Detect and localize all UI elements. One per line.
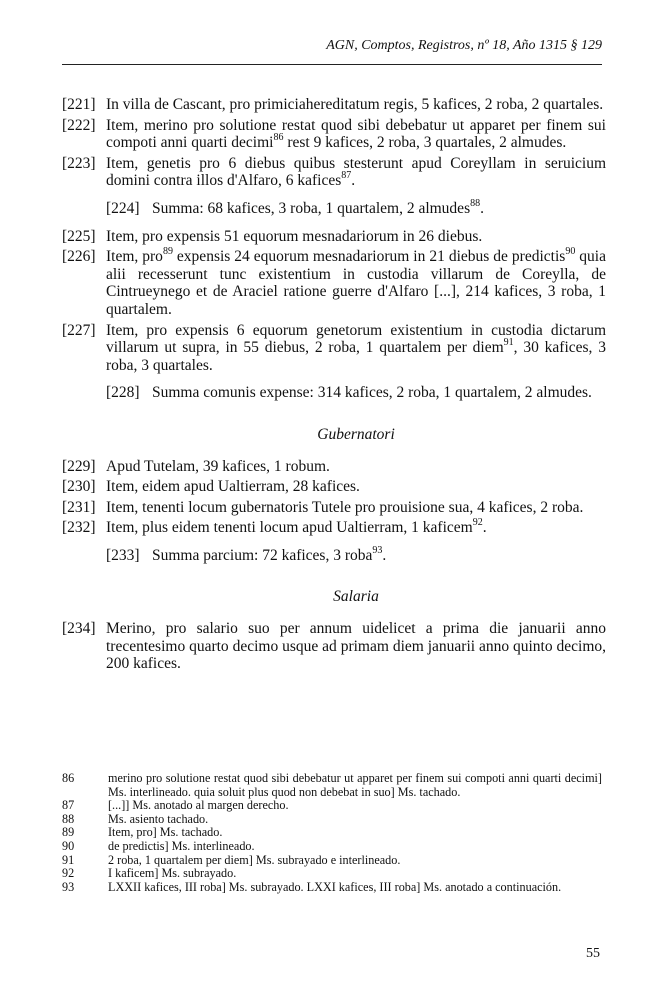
summa-228: [106, 384, 606, 402]
entry-number: [227]: [62, 321, 96, 339]
entry-number: [226]: [62, 248, 96, 266]
entry-text-part: quia alii recesserunt tunc existentium in custodia villarum de Coreylla, de Cintrueynego et de Araciel ratione guerre d'Alfaro [...], 214 kafices, 3 roba, 1 quartalem.: [106, 248, 606, 318]
entry-number: [233]: [106, 546, 140, 564]
footnote-text: Ms. asiento tachado.: [108, 811, 209, 826]
header-rule: [62, 64, 602, 65]
entry-text: [106, 322, 606, 375]
footnote-number: 93: [62, 879, 75, 894]
footnote-number: 88: [62, 811, 75, 826]
entry-text: Item, eidem apud Ualtierram, 28 kafices.: [106, 478, 360, 496]
entry-227: [62, 322, 606, 375]
summa-233: [106, 544, 606, 565]
footnote-text: merino pro solutione restat quod sibi debebatur ut apparet per finem sui compoti anni quarti decimi] Ms. interlineado. quia soluit plus quod non debebat in suo] Ms. tachado.: [108, 771, 602, 799]
entry-223: [62, 155, 606, 190]
entry-text: [106, 117, 606, 152]
summa-text: Summa comunis expense: 314 kafices, 2 roba, 1 quartalem, 2 almudes.: [152, 384, 592, 402]
main-text: [62, 96, 606, 676]
entry-231: [62, 499, 606, 517]
entry-text: [106, 248, 606, 318]
entry-text-part: , 30 kafices, 3 roba, 3 quartales.: [106, 339, 606, 374]
footnote-89: [62, 826, 602, 840]
entry-232: [62, 519, 606, 537]
footnote-ref: 87: [341, 170, 352, 182]
entry-230: [62, 478, 606, 496]
running-head: AGN, Comptos, Registros, nº 18, Año 1315 § 129: [326, 38, 602, 53]
page-number: 55: [586, 946, 600, 961]
entry-text-part: Item, merino pro solutione restat quod sibi debebatur ut apparet per finem sui compoti anni quarti decimi: [106, 116, 606, 152]
footnote-93: [62, 881, 602, 895]
footnote-ref: 86: [273, 132, 284, 144]
entry-text-part: Item, plus eidem tenenti locum apud Ualtierram, 1 kaficem: [106, 519, 473, 537]
section-title-salaria: Salaria: [333, 588, 379, 606]
footnote-number: 87: [62, 798, 75, 813]
entry-text-part: rest 9 kafices, 2 roba, 3 quartales, 2 almudes.: [283, 134, 567, 152]
entry-number: [223]: [62, 154, 96, 172]
footnote-90: [62, 840, 602, 854]
entry-text-part: Item, pro expensis 6 equorum genetorum existentium in custodia dictarum villarum ut supra, in 55 diebus, 2 roba, 1 quartalem per diem: [106, 321, 606, 357]
summa-224: [106, 197, 606, 218]
entry-number: [224]: [106, 199, 140, 217]
entry-text-part: .: [382, 546, 387, 564]
footnote-ref: 91: [503, 336, 514, 348]
entry-number: [221]: [62, 96, 96, 113]
footnote-number: 91: [62, 852, 75, 867]
entry-226: [62, 248, 606, 318]
entry-text-part: Item, genetis pro 6 diebus quibus stesterunt apud Coreyllam in seruicium domini contra illos d'Alfaro, 6 kafices: [106, 154, 606, 190]
entry-text-part: .: [480, 199, 484, 217]
entry-text: Item, tenenti locum gubernatoris Tutele pro prouisione sua, 4 kafices, 2 roba.: [106, 498, 584, 516]
entry-number: [225]: [62, 227, 96, 245]
footnote-ref: 88: [470, 197, 481, 209]
entry-222: [62, 117, 606, 152]
entry-text-part: Summa parcium: 72 kafices, 3 roba: [152, 546, 373, 564]
summa-text: [152, 544, 606, 565]
footnote-number: 90: [62, 838, 75, 853]
footnotes: [62, 772, 602, 894]
entry-text: Item, pro expensis 51 equorum mesnadariorum in 26 diebus.: [106, 227, 483, 245]
footnote-text: Item, pro] Ms. tachado.: [108, 825, 223, 840]
entry-text: [106, 519, 606, 537]
entry-number: [234]: [62, 620, 96, 638]
entry-221: [62, 96, 606, 114]
footnote-ref: 90: [565, 246, 576, 257]
entry-text-part: Summa: 68 kafices, 3 roba, 1 quartalem, 2 almudes: [152, 199, 471, 217]
entry-number: [230]: [62, 478, 96, 496]
footnote-number: 89: [62, 825, 75, 840]
footnote-text: 2 roba, 1 quartalem per diem] Ms. subrayado e interlineado.: [108, 852, 401, 867]
footnote-86: [62, 772, 602, 799]
footnote-number: 92: [62, 866, 75, 881]
entry-number: [231]: [62, 498, 96, 516]
entry-text-part: .: [351, 172, 356, 190]
footnote-88: [62, 813, 602, 827]
footnote-text: de predictis] Ms. interlineado.: [108, 838, 255, 853]
entry-225: [62, 228, 606, 246]
entry-number: [228]: [106, 384, 140, 402]
footnote-text: I kaficem] Ms. subrayado.: [108, 866, 237, 881]
footnote-number: 86: [62, 771, 75, 785]
entry-number: [232]: [62, 519, 96, 537]
footnote-text: [...]] Ms. anotado al margen derecho.: [108, 798, 289, 813]
entry-234: [62, 620, 606, 673]
footnote-91: [62, 854, 602, 868]
section-title-gubernatori: Gubernatori: [317, 425, 395, 443]
entry-number: [222]: [62, 116, 96, 134]
footnote-ref: 89: [162, 246, 173, 257]
entry-text-part: Item, pro: [106, 248, 163, 266]
footnote-87: [62, 799, 602, 813]
entry-229: [62, 458, 606, 476]
footnote-ref: 93: [372, 544, 383, 556]
entry-text: Apud Tutelam, 39 kafices, 1 robum.: [106, 457, 330, 475]
footnote-text: LXXII kafices, III roba] Ms. subrayado. LXXI kafices, III roba] Ms. anotado a continuación.: [108, 879, 562, 894]
entry-text: In villa de Cascant, pro primiciahereditatum regis, 5 kafices, 2 roba, 2 quartales.: [106, 96, 604, 113]
entry-text-part: .: [482, 519, 487, 537]
summa-text: [152, 197, 606, 218]
entry-text: Merino, pro salario suo per annum uidelicet a prima die januarii anno trecentesimo quarto decimo usque ad primam diem januarii anno quinto decimo, 200 kafices.: [106, 620, 606, 673]
footnote-ref: 92: [472, 517, 483, 529]
footnote-92: [62, 867, 602, 881]
entry-text: [106, 155, 606, 190]
entry-text-part: expensis 24 equorum mesnadariorum in 21 diebus de predictis: [172, 248, 566, 266]
entry-number: [229]: [62, 457, 96, 475]
